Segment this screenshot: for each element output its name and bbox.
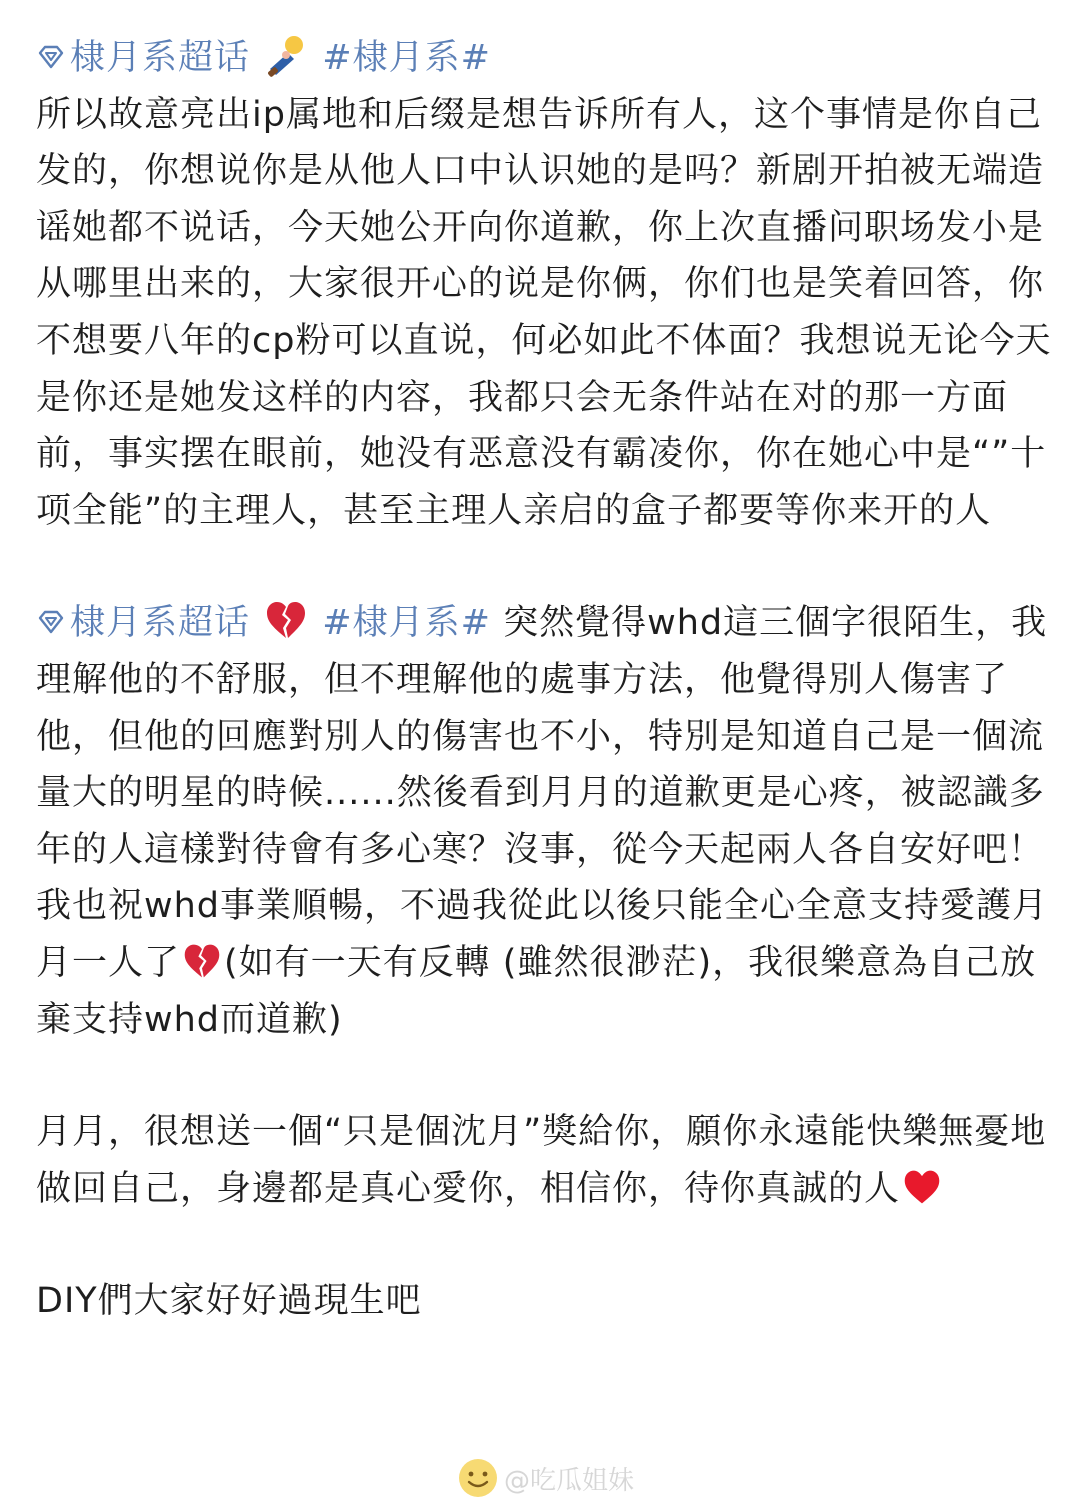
post-4 xyxy=(36,1273,1052,1330)
broken-heart-emoji-icon xyxy=(264,598,308,642)
post-1-text: 所以故意亮出ip属地和后缀是想告诉所有人，这个事情是你自己发的，你想说你是从他人口中认识她的是吗？新剧开拍被无端造谣她都不说话，今天她公开向你道歉，你上次直播问职场发小是从哪里出来的，大家很开心的说是你俩，你们也是笑着回答，你不想要八年的cp粉可以直说，何必如此不体面？我想说无论今天是你还是她发这样的内容，我都只会无条件站在对的那一方面前，事实摆在眼前，她没有恶意没有霸凌你，你在她心中是“”十项全能”的主理人，甚至主理人亲启的盒子都要等你来开的人 xyxy=(36,94,1052,531)
post-2 xyxy=(36,595,1052,1048)
post-2-text-b: (如有一天有反轉 (雖然很渺茫)，我很樂意為自己放棄支持whd而道歉) xyxy=(36,942,1037,1040)
sleeping-figure-emoji-icon xyxy=(264,33,308,77)
diamond-icon xyxy=(36,42,66,72)
smiling-face-emoji-icon xyxy=(456,1456,500,1500)
supertopic-link-2[interactable] xyxy=(36,603,262,643)
watermark-text: @吃瓜姐妹 xyxy=(504,1465,635,1496)
post-3-text: 月月，很想送一個“只是個沈月”獎給你，願你永遠能快樂無憂地做回自己，身邊都是真心愛你，相信你，待你真誠的人 xyxy=(36,1112,1047,1209)
post-4-text: DIY們大家好好過現生吧 xyxy=(36,1281,422,1322)
broken-heart-emoji-icon xyxy=(182,941,222,981)
post-1 xyxy=(36,30,1052,539)
hashtag-link-2[interactable]: #棣月系# xyxy=(322,603,491,644)
post-3 xyxy=(36,1104,1052,1217)
supertopic-label: 棣月系超话 xyxy=(70,603,251,644)
weibo-watermark xyxy=(456,1450,634,1506)
post-feed xyxy=(36,30,1052,1330)
hashtag-link-1[interactable]: #棣月系# xyxy=(322,38,491,78)
post-2-text-a: 突然覺得whd這三個字很陌生，我理解他的不舒服，但不理解他的處事方法，他覺得別人傷害了他，但他的回應對別人的傷害也不小，特別是知道自己是一個流量大的明星的時候......然後看到月月的道歉更是心疼，被認識多年的人這樣對待會有多心寒？沒事，從今天起兩人各自安好吧！我也祝whd事業順暢，不過我從此以後只能全心全意支持愛護月月一人了 xyxy=(36,603,1049,983)
supertopic-link-1[interactable] xyxy=(36,38,262,78)
diamond-icon xyxy=(36,607,66,637)
supertopic-label: 棣月系超话 xyxy=(70,38,251,78)
red-heart-emoji-icon xyxy=(902,1167,942,1207)
